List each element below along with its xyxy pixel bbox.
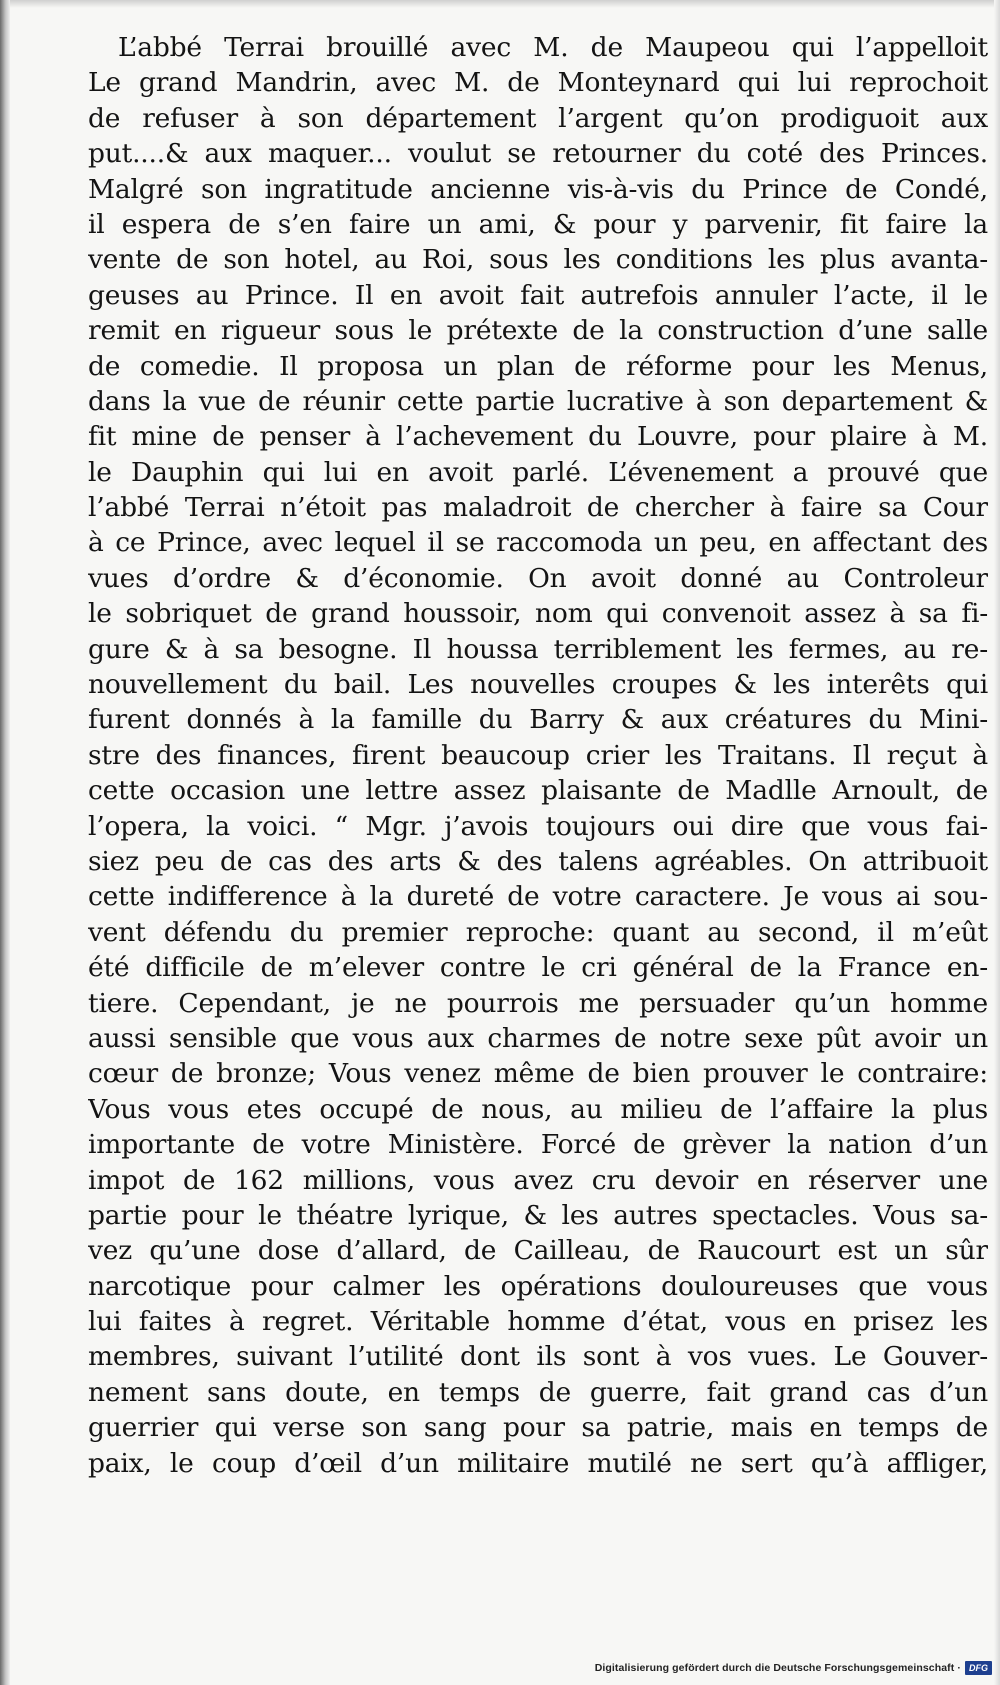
page-text-block — [88, 30, 988, 1560]
text-line: il espera de s’en faire un ami, & pour y parvenir, fit faire la — [88, 208, 988, 240]
text-line: paix, le coup d’œil d’un militaire mutilé ne sert qu’à affliger, — [88, 1447, 988, 1479]
text-line: Vous vous etes occupé de nous, au milieu de l’affaire la plus — [88, 1093, 988, 1125]
text-line: L’abbé Terrai brouillé avec M. de Maupeou qui l’appelloit — [118, 32, 988, 63]
text-line: l’opera, la voici. “ Mgr. j’avois toujours oui dire que vous fai- — [88, 810, 988, 842]
text-line: vez qu’une dose d’allard, de Cailleau, de Raucourt est un sûr — [88, 1235, 988, 1267]
text-line: cette indifference à la dureté de votre caractere. Je vous ai sou- — [88, 881, 988, 913]
text-line: impot de 162 millions, vous avez cru devoir en réserver une — [88, 1164, 988, 1196]
text-line: à ce Prince, avec lequel il se raccomoda un peu, en affectant des — [88, 527, 988, 559]
text-line: furent donnés à la famille du Barry & aux créatures du Mini- — [88, 704, 988, 736]
text-line: l’abbé Terrai n’étoit pas maladroit de chercher à faire sa Cour — [88, 492, 988, 524]
text-line: importante de votre Ministère. Forcé de grèver la nation d’un — [88, 1129, 988, 1161]
text-line: de refuser à son département l’argent qu’on prodiguoit aux — [88, 102, 988, 134]
text-line: partie pour le théatre lyrique, & les autres spectacles. Vous sa- — [88, 1199, 988, 1231]
text-line: le sobriquet de grand houssoir, nom qui convenoit assez à sa fi- — [88, 598, 988, 630]
text-line: membres, suivant l’utilité dont ils sont à vos vues. Le Gouver- — [88, 1341, 988, 1373]
text-line: cœur de bronze; Vous venez même de bien prouver le contraire: — [88, 1058, 988, 1090]
text-line: le Dauphin qui lui en avoit parlé. L’évenement a prouvé que — [88, 456, 988, 488]
text-line: tiere. Cependant, je ne pourrois me persuader qu’un homme — [88, 987, 988, 1019]
page-top-shadow — [0, 0, 1000, 8]
text-line: dans la vue de réunir cette partie lucrative à son departement & — [88, 385, 988, 417]
digitization-credit — [595, 1659, 992, 1677]
text-line: guerrier qui verse son sang pour sa patrie, mais en temps de — [88, 1412, 988, 1444]
text-line: siez peu de cas des arts & des talens agréables. On attribuoit — [88, 845, 988, 877]
text-line: lui faites à regret. Véritable homme d’état, vous en prisez les — [88, 1306, 988, 1338]
text-line: vente de son hotel, au Roi, sous les conditions les plus avanta- — [88, 244, 988, 276]
text-line: Le grand Mandrin, avec M. de Monteynard qui lui reprochoit — [88, 67, 988, 99]
text-line: été difficile de m’elever contre le cri général de la France en- — [88, 952, 988, 984]
credit-text: Digitalisierung gefördert durch die Deutsche Forschungsgemeinschaft · — [594, 1662, 961, 1674]
dfg-logo: DFG — [965, 1661, 992, 1675]
text-line: put....& aux maquer... voulut se retourner du coté des Princes. — [88, 138, 988, 170]
text-line: de comedie. Il proposa un plan de réforme pour les Menus, — [88, 350, 988, 382]
text-line: gure & à sa besogne. Il houssa terriblement les fermes, au re- — [88, 633, 988, 665]
text-line: geuses au Prince. Il en avoit fait autrefois annuler l’acte, il le — [88, 279, 988, 311]
text-line: vent défendu du premier reproche: quant au second, il m’eût — [88, 916, 988, 948]
text-line: aussi sensible que vous aux charmes de notre sexe pût avoir un — [88, 1022, 988, 1054]
text-line: nement sans doute, en temps de guerre, fait grand cas d’un — [88, 1376, 988, 1408]
text-line: Malgré son ingratitude ancienne vis-à-vis du Prince de Condé, — [88, 173, 988, 205]
page-right-edge — [994, 0, 1000, 1685]
text-line: remit en rigueur sous le prétexte de la construction d’une salle — [88, 315, 988, 347]
page-binding-shadow — [0, 0, 10, 1685]
text-line: narcotique pour calmer les opérations douloureuses que vous — [88, 1270, 988, 1302]
text-line: nouvellement du bail. Les nouvelles croupes & les interêts qui — [88, 669, 988, 701]
text-line: stre des finances, firent beaucoup crier les Traitans. Il reçut à — [88, 739, 988, 771]
text-line: vues d’ordre & d’économie. On avoit donné au Controleur — [88, 562, 988, 594]
text-line: fit mine de penser à l’achevement du Louvre, pour plaire à M. — [88, 421, 988, 453]
text-line: cette occasion une lettre assez plaisante de Madlle Arnoult, de — [88, 775, 988, 807]
